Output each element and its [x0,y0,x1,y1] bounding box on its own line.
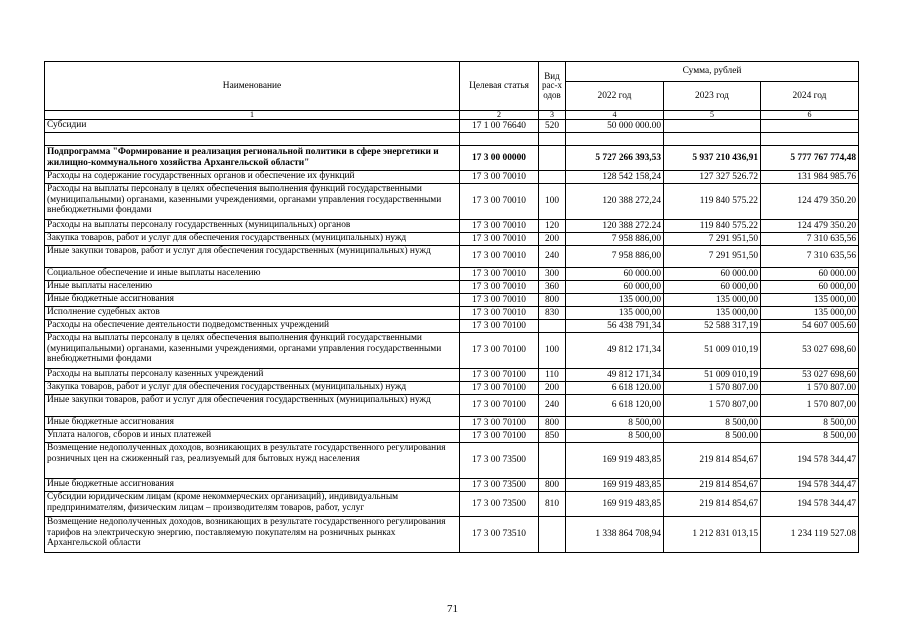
table-row [45,307,859,320]
row-kind: 520 [539,120,566,133]
row-amount-2022: 50 000 000.00 [566,120,664,133]
row-amount-2022: 49 812 171,34 [566,369,664,382]
row-amount-2023: 219 814 854,67 [664,443,761,479]
row-kind [539,133,566,146]
row-target: 17 3 00 70010 [460,268,539,281]
row-kind: 800 [539,479,566,492]
row-amount-2022: 7 958 886,00 [566,246,664,268]
header-kind: Вид рас-ходов [539,62,566,111]
table-row [45,171,859,184]
page-number: 71 [447,603,458,615]
row-kind: 200 [539,382,566,395]
row-name: Расходы на выплаты персоналу в целях обеспечения выполнения функций государственными (муниципальными) органами, казенными учреждениями, органами управления государственными внебюджетными фондами [45,184,460,220]
table-row [45,120,859,133]
table-row [45,233,859,246]
table-row [45,417,859,430]
row-target: 17 3 00 70100 [460,382,539,395]
row-name: Закупка товаров, работ и услуг для обеспечения государственных (муниципальных) нужд [45,382,460,395]
row-kind: 100 [539,184,566,220]
row-amount-2024: 8 500,00 [761,430,859,443]
table-row [45,220,859,233]
row-kind: 110 [539,369,566,382]
row-kind: 830 [539,307,566,320]
row-target: 17 3 00 70100 [460,430,539,443]
row-target: 17 3 00 70100 [460,395,539,417]
column-number: 4 [566,111,664,120]
row-amount-2024: 53 027 698,60 [761,333,859,369]
row-amount-2023: 119 840 575.22 [664,184,761,220]
table-row [45,133,859,146]
row-amount-2022: 169 919 483,85 [566,479,664,492]
row-amount-2023 [664,120,761,133]
row-amount-2022: 120 388 272,24 [566,184,664,220]
row-amount-2022: 49 812 171,34 [566,333,664,369]
row-amount-2022: 6 618 120,00 [566,395,664,417]
row-kind [539,517,566,553]
row-name: Расходы на выплаты персоналу казенных учреждений [45,369,460,382]
row-amount-2022: 128 542 158,24 [566,171,664,184]
row-amount-2024: 60 000.00 [761,268,859,281]
row-amount-2023: 219 814 854,67 [664,492,761,517]
header-name: Наименование [45,62,460,111]
row-kind: 200 [539,233,566,246]
row-amount-2023: 127 327 526.72 [664,171,761,184]
row-target: 17 3 00 00000 [460,146,539,171]
row-amount-2023: 135 000,00 [664,294,761,307]
row-kind: 810 [539,492,566,517]
table-row [45,479,859,492]
table-row [45,146,859,171]
row-kind [539,320,566,333]
row-amount-2022: 120 388 272.24 [566,220,664,233]
row-amount-2022: 1 338 864 708,94 [566,517,664,553]
row-target: 17 3 00 70100 [460,333,539,369]
row-amount-2023: 60 000,00 [664,281,761,294]
row-kind: 240 [539,246,566,268]
row-target: 17 3 00 70010 [460,220,539,233]
table-row [45,369,859,382]
row-amount-2023: 1 570 807.00 [664,382,761,395]
row-target: 17 3 00 70100 [460,369,539,382]
row-name: Субсидии юридическим лицам (кроме некоммерческих организаций), индивидуальным предпринимателям, физическим лицам – производителям товаров, работ, услуг [45,492,460,517]
table-row [45,517,859,553]
row-amount-2022: 169 919 483,85 [566,443,664,479]
column-number: 2 [460,111,539,120]
row-kind: 800 [539,294,566,307]
row-kind: 800 [539,417,566,430]
row-amount-2022: 60 000.00 [566,268,664,281]
row-name: Иные бюджетные ассигнования [45,479,460,492]
table-row [45,443,859,479]
row-name: Иные закупки товаров, работ и услуг для обеспечения государственных (муниципальных) нужд [45,246,460,268]
row-amount-2023: 8 500.00 [664,430,761,443]
column-number: 6 [761,111,859,120]
row-target: 17 3 00 70010 [460,184,539,220]
row-name: Иные выплаты населению [45,281,460,294]
row-name: Подпрограмма "Формирование и реализация региональной политики в сфере энергетики и жилищно-коммунального хозяйства Архангельской области" [45,146,460,171]
row-name: Закупка товаров, работ и услуг для обеспечения государственных (муниципальных) нужд [45,233,460,246]
row-target: 17 3 00 73500 [460,492,539,517]
row-amount-2023: 135 000,00 [664,307,761,320]
row-amount-2023 [664,133,761,146]
row-amount-2022: 169 919 483,85 [566,492,664,517]
header-year-2022: 2022 год [566,82,664,111]
row-amount-2024: 60 000,00 [761,281,859,294]
row-amount-2023: 7 291 951,50 [664,233,761,246]
row-amount-2022: 60 000,00 [566,281,664,294]
table-row [45,281,859,294]
row-amount-2023: 51 009 010,19 [664,369,761,382]
row-amount-2022: 6 618 120.00 [566,382,664,395]
row-amount-2023: 119 840 575.22 [664,220,761,233]
table-row [45,492,859,517]
row-amount-2024: 7 310 635,56 [761,246,859,268]
row-amount-2022: 7 958 886,00 [566,233,664,246]
row-amount-2023: 8 500,00 [664,417,761,430]
row-amount-2022 [566,133,664,146]
row-amount-2024 [761,120,859,133]
row-target: 17 3 00 70100 [460,417,539,430]
row-name: Расходы на выплаты персоналу в целях обеспечения выполнения функций государственными (муниципальными) органами, казенными учреждениями, органами управления государственными внебюджетными фондами [45,333,460,369]
row-amount-2024: 1 570 807.00 [761,382,859,395]
row-amount-2024: 194 578 344,47 [761,492,859,517]
row-amount-2024: 5 777 767 774,48 [761,146,859,171]
row-name: Субсидии [45,120,460,133]
table-row [45,395,859,417]
row-amount-2024: 131 984 985.76 [761,171,859,184]
row-amount-2023: 219 814 854,67 [664,479,761,492]
row-name: Возмещение недополученных доходов, возникающих в результате государственного регулирования тарифов на электрическую энергию, поставляемую покупателям на розничных рынках Архангельской области [45,517,460,553]
row-amount-2024: 124 479 350.20 [761,184,859,220]
row-name: Иные закупки товаров, работ и услуг для обеспечения государственных (муниципальных) нужд [45,395,460,417]
row-amount-2023: 52 588 317,19 [664,320,761,333]
header-year-2023: 2023 год [664,82,761,111]
row-amount-2023: 60 000.00 [664,268,761,281]
row-target: 17 3 00 70010 [460,307,539,320]
row-amount-2022: 8 500,00 [566,417,664,430]
row-amount-2024: 53 027 698,60 [761,369,859,382]
row-amount-2024: 124 479 350.20 [761,220,859,233]
row-amount-2024 [761,133,859,146]
row-amount-2024: 8 500,00 [761,417,859,430]
row-amount-2023: 5 937 210 436,91 [664,146,761,171]
row-amount-2022: 8 500,00 [566,430,664,443]
header-year-2024: 2024 год [761,82,859,111]
column-number: 1 [45,111,460,120]
row-kind: 360 [539,281,566,294]
header-sum: Сумма, рублей [566,62,859,82]
row-amount-2024: 1 234 119 527.08 [761,517,859,553]
row-amount-2023: 1 212 831 013,15 [664,517,761,553]
row-target: 17 3 00 70010 [460,246,539,268]
row-amount-2023: 7 291 951,50 [664,246,761,268]
row-target: 17 3 00 70010 [460,281,539,294]
column-number: 5 [664,111,761,120]
table-row [45,430,859,443]
row-amount-2024: 1 570 807,00 [761,395,859,417]
row-name: Уплата налогов, сборов и иных платежей [45,430,460,443]
row-kind [539,146,566,171]
row-kind: 100 [539,333,566,369]
row-target: 17 3 00 70100 [460,320,539,333]
row-target: 17 3 00 70010 [460,171,539,184]
table-row [45,333,859,369]
row-target: 17 3 00 70010 [460,294,539,307]
row-target: 17 3 00 73510 [460,517,539,553]
row-kind [539,171,566,184]
row-kind: 850 [539,430,566,443]
table-row [45,382,859,395]
budget-table [44,61,859,553]
row-name: Расходы на обеспечение деятельности подведомственных учреждений [45,320,460,333]
row-amount-2024: 135 000,00 [761,307,859,320]
table-row [45,184,859,220]
row-amount-2024: 54 607 005.60 [761,320,859,333]
row-amount-2023: 51 009 010,19 [664,333,761,369]
row-amount-2024: 194 578 344,47 [761,479,859,492]
row-amount-2022: 135 000,00 [566,294,664,307]
row-target: 17 3 00 70010 [460,233,539,246]
header-target: Целевая статья [460,62,539,111]
row-amount-2022: 56 438 791,34 [566,320,664,333]
row-name: Возмещение недополученных доходов, возникающих в результате государственного регулирования розничных цен на сжиженный газ, реализуемый для бытовых нужд населения [45,443,460,479]
row-target: 17 3 00 73500 [460,443,539,479]
row-kind: 300 [539,268,566,281]
row-amount-2024: 7 310 635,56 [761,233,859,246]
row-amount-2022: 5 727 266 393,53 [566,146,664,171]
table-row [45,294,859,307]
column-number-row [45,111,859,120]
row-name [45,133,460,146]
row-name: Иные бюджетные ассигнования [45,417,460,430]
row-amount-2023: 1 570 807,00 [664,395,761,417]
header-row [45,62,859,82]
row-kind: 240 [539,395,566,417]
row-name: Расходы на содержание государственных органов и обеспечение их функций [45,171,460,184]
row-name: Исполнение судебных актов [45,307,460,320]
table-row [45,268,859,281]
row-kind [539,443,566,479]
row-name: Иные бюджетные ассигнования [45,294,460,307]
row-target: 17 1 00 76640 [460,120,539,133]
row-target [460,133,539,146]
row-name: Расходы на выплаты персоналу государственных (муниципальных) органов [45,220,460,233]
row-amount-2024: 194 578 344,47 [761,443,859,479]
row-target: 17 3 00 73500 [460,479,539,492]
table-row [45,246,859,268]
row-kind: 120 [539,220,566,233]
row-amount-2024: 135 000,00 [761,294,859,307]
table-row [45,320,859,333]
row-amount-2022: 135 000,00 [566,307,664,320]
row-name: Социальное обеспечение и иные выплаты населению [45,268,460,281]
column-number: 3 [539,111,566,120]
